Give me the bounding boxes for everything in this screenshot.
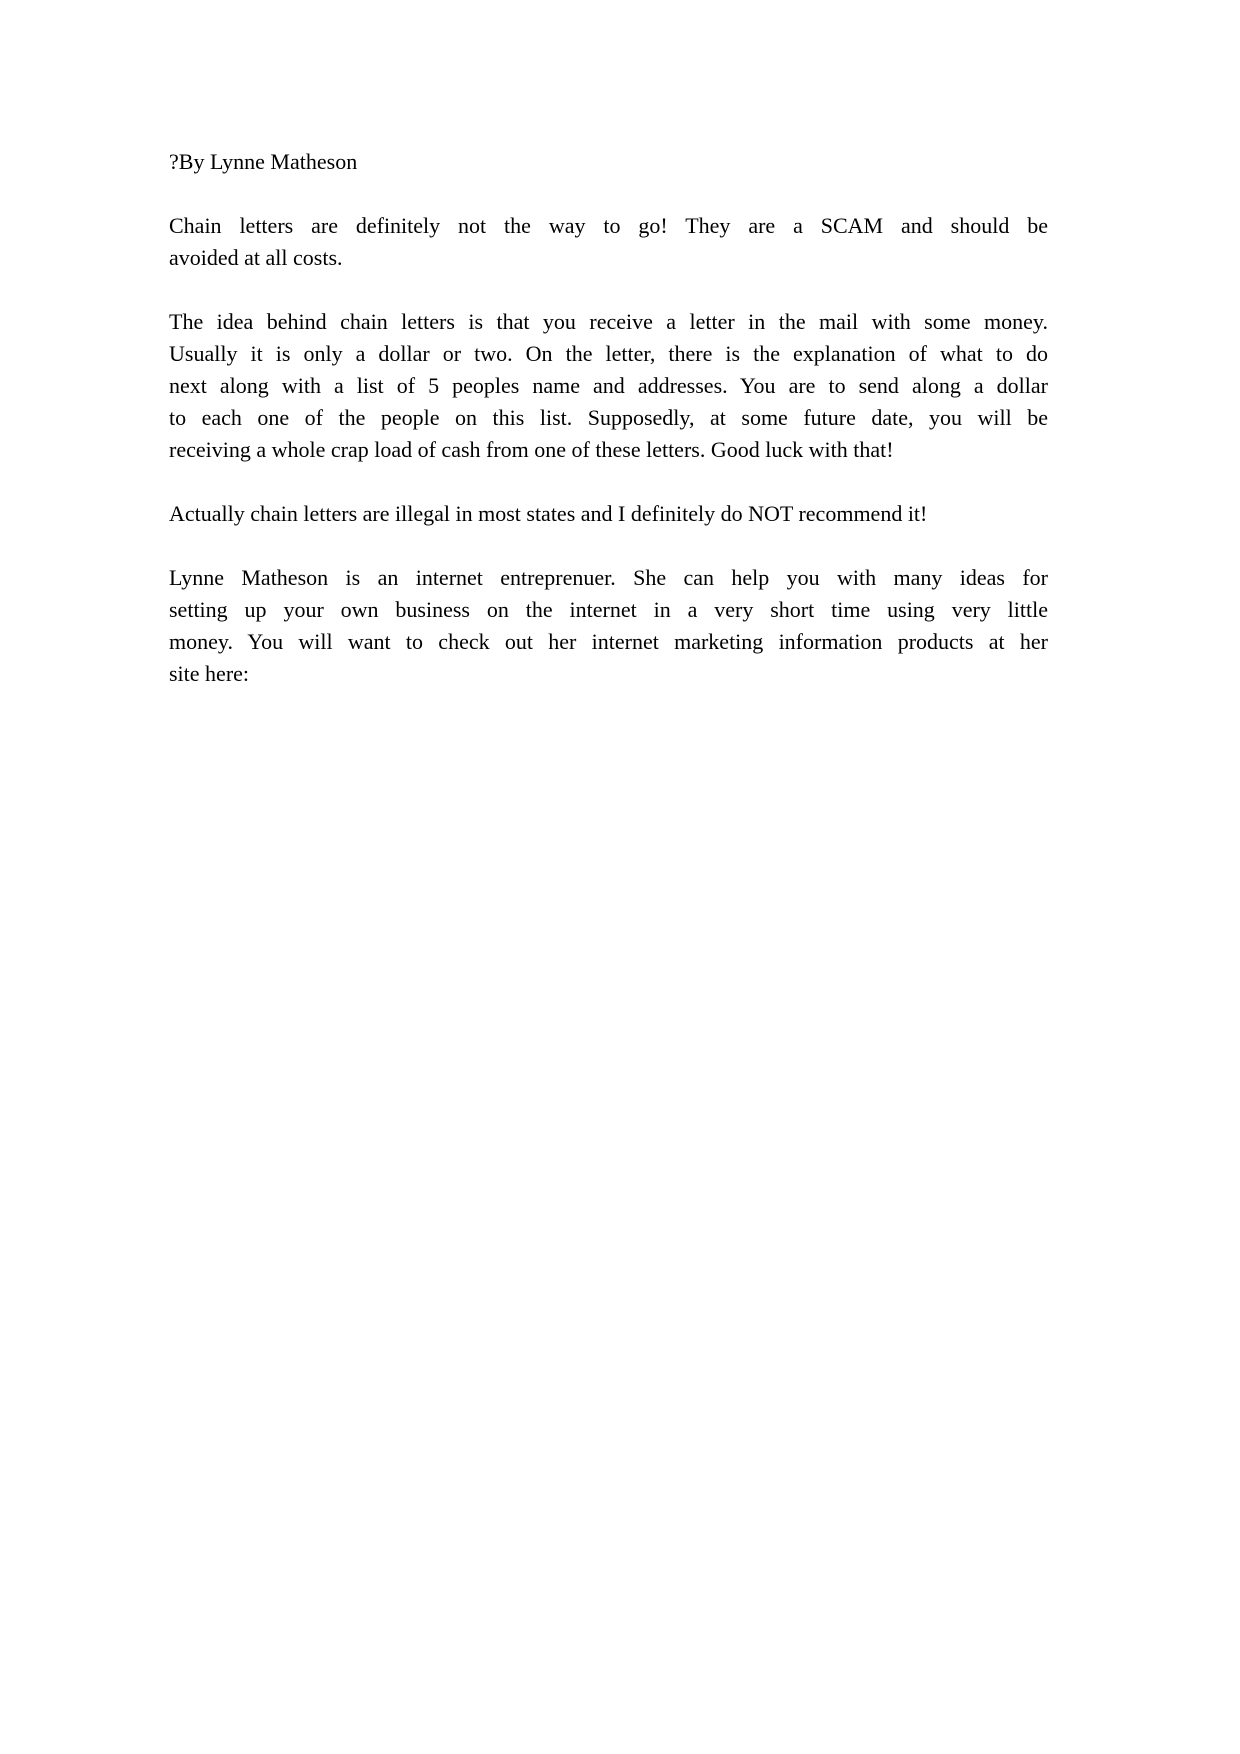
byline: ?By Lynne Matheson	[169, 149, 358, 174]
paragraph-line: next along with a list of 5 peoples name and addresses. You are to send along a dollar	[169, 373, 1048, 398]
paragraph-line: money. You will want to check out her internet marketing information products at her	[169, 629, 1048, 654]
paragraph-4	[169, 562, 1048, 690]
document-text-block	[169, 146, 1048, 722]
paragraph-2	[169, 306, 1048, 466]
paragraph-line: receiving a whole crap load of cash from one of these letters. Good luck with that!	[169, 437, 894, 462]
paragraph-line: avoided at all costs.	[169, 245, 343, 270]
paragraph-line: Actually chain letters are illegal in most states and I definitely do NOT recommend it!	[169, 501, 928, 526]
paragraph-line: Usually it is only a dollar or two. On the letter, there is the explanation of what to do	[169, 341, 1048, 366]
paragraph-line: site here:	[169, 661, 250, 686]
paragraph-line: The idea behind chain letters is that you receive a letter in the mail with some money.	[169, 309, 1048, 334]
paragraph-line: setting up your own business on the internet in a very short time using very little	[169, 597, 1048, 622]
paragraph-line: Lynne Matheson is an internet entreprenuer. She can help you with many ideas for	[169, 565, 1048, 590]
paragraph-1	[169, 210, 1048, 274]
paragraph-3	[169, 498, 1048, 530]
paragraph-line: to each one of the people on this list. Supposedly, at some future date, you will be	[169, 405, 1048, 430]
paragraph-line: Chain letters are definitely not the way to go! They are a SCAM and should be	[169, 213, 1048, 238]
